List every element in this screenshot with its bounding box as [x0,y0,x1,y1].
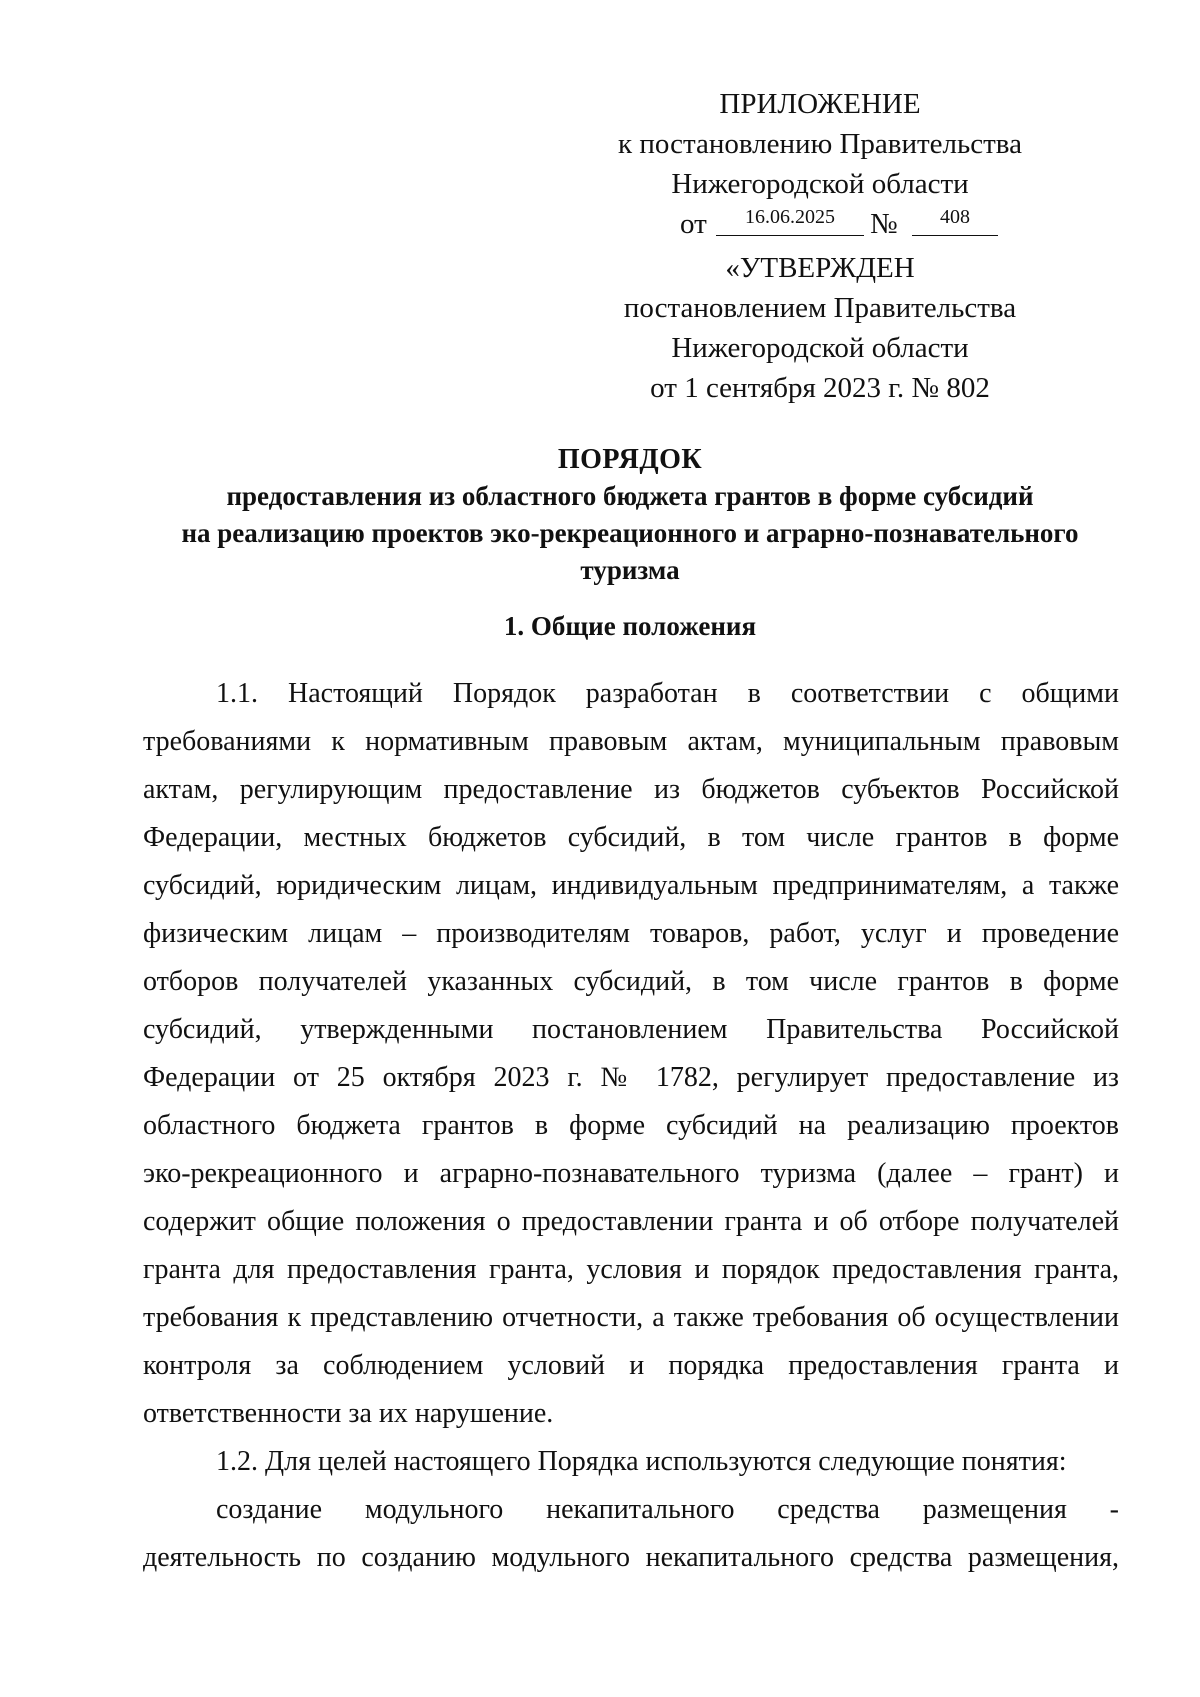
number-label: № [870,208,898,240]
resolution-date: 16.06.2025 [716,204,864,236]
paragraph-line: контроля за соблюдением условий и порядка предоставления гранта и [143,1350,1119,1381]
paragraph-line: деятельность по созданию модульного некапитального средства размещения, [143,1542,1119,1573]
paragraph-line: областного бюджета грантов в форме субсидий на реализацию проектов [143,1110,1119,1141]
approved-block [600,248,1040,408]
paragraph-line: 1.2. Для целей настоящего Порядка используются следующие понятия: [216,1446,1067,1477]
title-line-3: туризма [580,555,680,585]
title-line-2: на реализацию проектов эко-рекреационного и аграрно-познавательного [181,518,1079,548]
paragraph-line: требованиями к нормативным правовым актам, муниципальным правовым [143,726,1119,757]
paragraph-line: субсидий, юридическим лицам, индивидуальным предпринимателям, а также [143,870,1119,901]
paragraph-line: субсидий, утвержденными постановлением Правительства Российской [143,1014,1119,1045]
paragraph-line: актам, регулирующим предоставление из бюджетов субъектов Российской [143,774,1119,805]
paragraph-line: эко-рекреационного и аграрно-познавательного туризма (далее – грант) и [143,1158,1119,1189]
paragraph-line: ответственности за их нарушение. [143,1398,554,1429]
paragraph-line: содержит общие положения о предоставлении гранта и об отборе получателей [143,1206,1119,1237]
document-title [140,441,1120,589]
paragraph-line: отборов получателей указанных субсидий, в том числе грантов в форме [143,966,1119,997]
appendix-date-line [600,204,1040,244]
title-main: ПОРЯДОК [557,444,703,475]
paragraph-line: создание модульного некапитального средства размещения - [216,1494,1119,1525]
paragraph-line: физическим лицам – производителям товаров, работ, услуг и проведение [143,918,1119,949]
approved-line-3: Нижегородской области [671,332,969,364]
paragraph-line: требования к представлению отчетности, а также требования об осуществлении [143,1302,1119,1333]
approved-line-1: «УТВЕРЖДЕН [725,252,915,284]
approved-line-4: от 1 сентября 2023 г. № 802 [650,372,990,404]
paragraph-line: Федерации от 25 октября 2023 г. № 1782, регулирует предоставление из [143,1062,1119,1093]
from-label: от [680,208,707,240]
resolution-number: 408 [912,204,998,236]
approved-line-2: постановлением Правительства [623,292,1017,324]
paragraph-line: гранта для предоставления гранта, условия и порядок предоставления гранта, [143,1254,1119,1285]
section-heading: 1. Общие положения [503,611,757,641]
appendix-block [600,84,1040,244]
paragraph-line: 1.1. Настоящий Порядок разработан в соответствии с общими [216,678,1119,709]
appendix-title: ПРИЛОЖЕНИЕ [719,88,921,120]
paragraph-line: Федерации, местных бюджетов субсидий, в том числе грантов в форме [143,822,1119,853]
title-line-1: предоставления из областного бюджета грантов в форме субсидий [226,481,1034,511]
appendix-line-1: к постановлению Правительства [618,128,1022,160]
appendix-line-2: Нижегородской области [671,168,969,200]
